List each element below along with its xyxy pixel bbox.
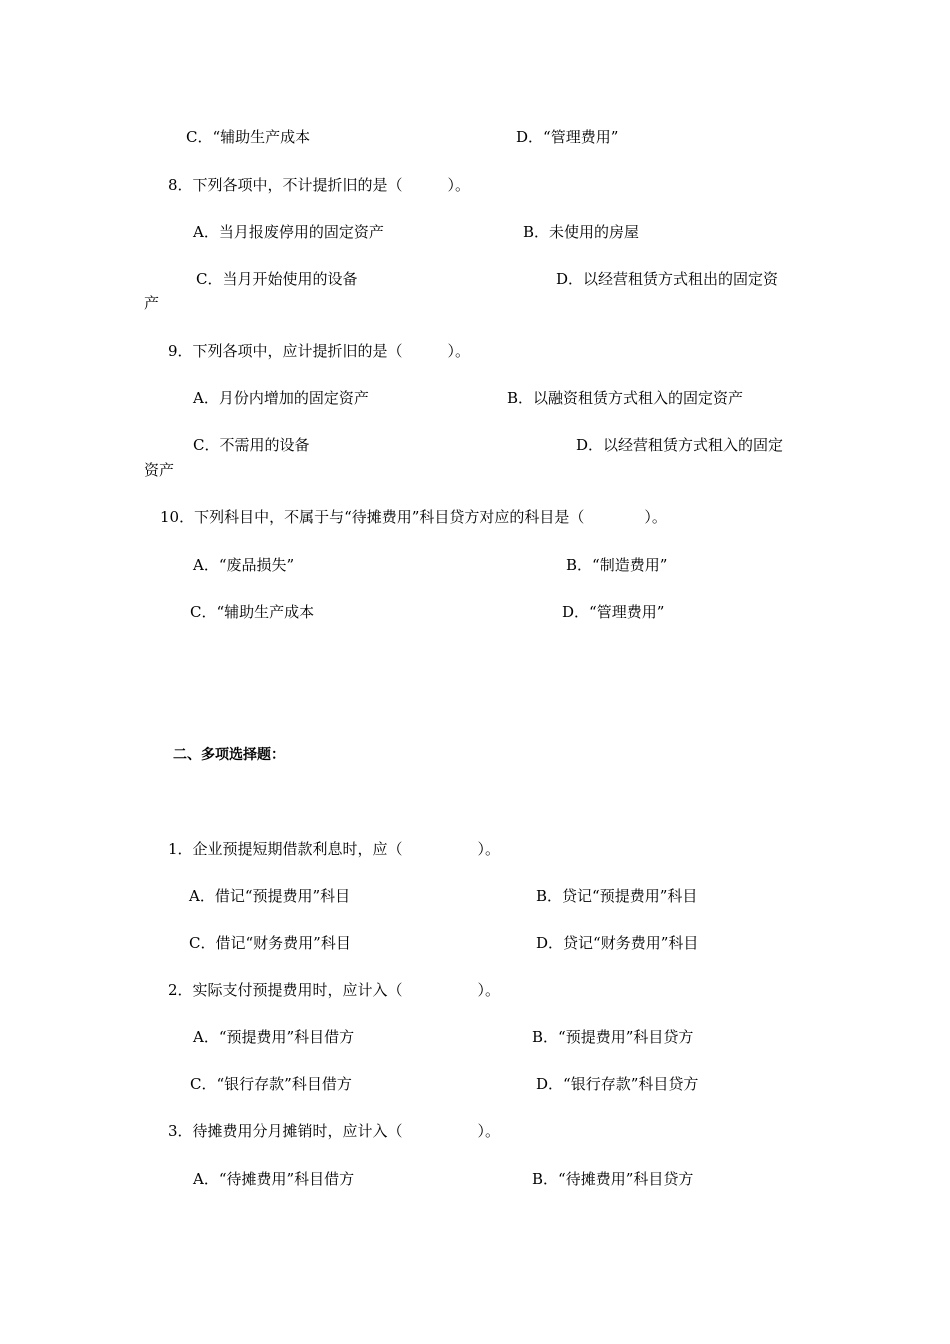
question-8-option-a: A．当月报废停用的固定资产 xyxy=(193,223,384,241)
question-8-option-d-continued: 产 xyxy=(144,294,160,312)
prev-option-c: C．“辅助生产成本 xyxy=(186,128,311,146)
question-10-option-a: A．“废品损失” xyxy=(193,556,295,574)
question-9-option-c: C．不需用的设备 xyxy=(193,436,310,454)
question-10-option-c: C．“辅助生产成本 xyxy=(190,603,315,621)
multi-question-1-option-c: C．借记“财务费用”科目 xyxy=(189,934,351,952)
multi-question-1-option-a: A．借记“预提费用”科目 xyxy=(189,887,351,905)
question-9-option-b: B．以融资租赁方式租入的固定资产 xyxy=(507,389,744,407)
question-9-option-d-continued: 资产 xyxy=(144,461,175,479)
prev-option-d: D．“管理费用” xyxy=(516,128,619,146)
multi-question-3-option-b: B．“待摊费用”科目贷方 xyxy=(532,1170,694,1188)
multi-question-1-option-b: B．贷记“预提费用”科目 xyxy=(536,887,698,905)
multi-question-2-option-a: A．“预提费用”科目借方 xyxy=(193,1028,355,1046)
question-8-option-c: C．当月开始使用的设备 xyxy=(196,270,358,288)
question-9-option-d: D．以经营租赁方式租入的固定 xyxy=(576,436,784,454)
section-2-title: 二、多项选择题： xyxy=(173,747,285,763)
multi-question-3-option-a: A．“待摊费用”科目借方 xyxy=(193,1170,355,1188)
question-9-stem: 9．下列各项中，应计提折旧的是（ ）。 xyxy=(168,342,471,360)
question-10-option-b: B．“制造费用” xyxy=(566,556,668,574)
multi-question-2-option-b: B．“预提费用”科目贷方 xyxy=(532,1028,694,1046)
question-8-option-d: D．以经营租赁方式租出的固定资 xyxy=(556,270,779,288)
question-8-stem: 8．下列各项中，不计提折旧的是（ ）。 xyxy=(168,176,471,194)
multi-question-2-option-d: D．“银行存款”科目贷方 xyxy=(536,1075,699,1093)
multi-question-1-stem: 1．企业预提短期借款利息时，应（ ）。 xyxy=(168,840,501,858)
multi-question-1-option-d: D．贷记“财务费用”科目 xyxy=(536,934,699,952)
multi-question-3-stem: 3．待摊费用分月摊销时，应计入（ ）。 xyxy=(168,1122,501,1140)
question-8-option-b: B．未使用的房屋 xyxy=(523,223,640,241)
multi-question-2-option-c: C．“银行存款”科目借方 xyxy=(190,1075,352,1093)
multi-question-2-stem: 2．实际支付预提费用时，应计入（ ）。 xyxy=(168,981,501,999)
question-10-option-d: D．“管理费用” xyxy=(562,603,665,621)
question-9-option-a: A．月份内增加的固定资产 xyxy=(193,389,369,407)
question-10-stem: 10．下列科目中，不属于与“待摊费用”科目贷方对应的科目是（ ）。 xyxy=(160,508,667,526)
